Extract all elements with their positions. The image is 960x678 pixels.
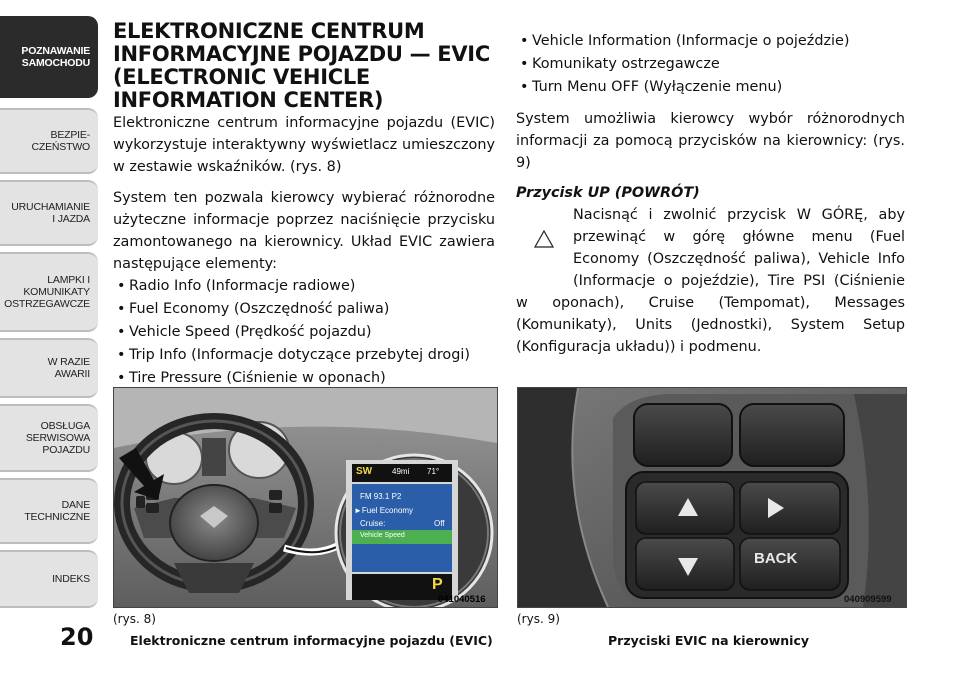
buttons-paragraph: System umożliwia kierowcy wybór różnorodnych informacji za pomocą przycisków na kierownicy: (rys. 9)	[516, 111, 905, 171]
left-column	[113, 20, 495, 390]
figure-caption: Przyciski EVIC na kierownicy	[608, 633, 810, 648]
display-menu-selected: ►Fuel Economy	[354, 506, 414, 515]
list-item: • Fuel Economy (Oszczędność paliwa)	[113, 298, 495, 321]
display-status-right: 71°	[427, 467, 440, 476]
tab-label-line: CZEŃSTWO	[31, 141, 90, 153]
figure-reference: (rys. 8)	[113, 612, 156, 626]
evic-elements-list-continued	[516, 30, 905, 99]
evic-elements-list	[113, 275, 495, 390]
tab-label-line: SAMOCHODU	[21, 57, 90, 69]
text-line: przewinąć w górę główne menu (Fuel	[573, 229, 905, 245]
heading-line: ELEKTRONICZNE CENTRUM	[113, 19, 425, 43]
right-button	[740, 482, 840, 534]
figure-evic-steering-buttons	[517, 387, 907, 608]
tab-label-line: KOMUNIKATY	[23, 286, 90, 298]
figure-caption: Elektroniczne centrum informacyjne pojazdu (EVIC)	[130, 633, 493, 648]
tab-label-line: POJAZDU	[42, 444, 90, 456]
display-status-mid: 49mi	[392, 467, 410, 476]
tab-label-line: TECHNICZNE	[24, 511, 90, 523]
heading-line: INFORMATION CENTER)	[113, 88, 384, 112]
tab-label-line: URUCHAMIANIE	[11, 201, 90, 213]
steering-buttons-illustration	[518, 388, 906, 607]
display-gear-indicator: P	[432, 576, 443, 593]
list-item: • Trip Info (Informacje dotyczące przebytej drogi)	[113, 344, 495, 367]
tab-indeks[interactable]	[0, 550, 98, 608]
display-menu-item: Vehicle Speed	[360, 532, 405, 539]
display-cruise-label: Cruise:	[360, 519, 386, 528]
tab-label-line: I JAZDA	[52, 213, 90, 225]
figure-code: 040909599	[844, 594, 892, 605]
heading-line: (ELECTRONIC VEHICLE	[113, 65, 370, 89]
text-line: (Informacje o pojeździe), Tire PSI (Ciśnienie	[573, 273, 905, 289]
tab-dane-techniczne[interactable]	[0, 478, 98, 544]
list-item: • Vehicle Speed (Prędkość pojazdu)	[113, 321, 495, 344]
tab-label-line: SERWISOWA	[25, 432, 90, 444]
tab-label-line: W RAZIE	[47, 356, 90, 368]
tab-label-line: POZNAWANIE	[21, 45, 90, 57]
up-button-description	[516, 204, 905, 292]
list-item: • Vehicle Information (Informacje o pojeździe)	[516, 30, 905, 53]
tab-label-line: INDEKS	[52, 573, 90, 585]
tab-label-line: OSTRZEGAWCZE	[4, 298, 90, 310]
section-heading	[113, 20, 495, 112]
list-item: • Komunikaty ostrzegawcze	[516, 53, 905, 76]
tab-label-line: BEZPIE-	[50, 129, 90, 141]
steering-wheel-illustration	[114, 388, 497, 607]
up-arrow-icon	[534, 230, 554, 248]
page-number: 20	[60, 623, 94, 651]
tab-bezpieczenstwo[interactable]	[0, 108, 98, 174]
tab-w-razie-awarii[interactable]	[0, 338, 98, 398]
figure-reference: (rys. 9)	[517, 612, 560, 626]
back-button-label: BACK	[754, 550, 798, 567]
display-status-left: SW	[356, 466, 373, 477]
tab-label-line: OBSŁUGA	[40, 420, 90, 432]
list-item: • Radio Info (Informacje radiowe)	[113, 275, 495, 298]
text-line: Nacisnąć i zwolnić przycisk W GÓRĘ, aby	[573, 207, 905, 223]
text-line: Economy (Oszczędność paliwa), Vehicle Info	[573, 251, 905, 267]
sidebar	[0, 0, 104, 678]
right-column	[516, 30, 905, 358]
tab-label-line: AWARII	[54, 368, 90, 380]
intro-paragraph: Elektroniczne centrum informacyjne pojazdu (EVIC) wykorzystuje interaktywny wyświetlacz umieszczony w zestawie wskaźników. (rys. 8)	[113, 115, 495, 175]
figure-evic-cluster	[113, 387, 498, 608]
description-paragraph: System ten pozwala kierowcy wybierać różnorodne użyteczne informacje poprzez naciśnięcie przycisku zamontowanego na kierownicy. Układ EVIC zawiera następujące elementy:	[113, 190, 495, 272]
tab-uruchamianie-i-jazda[interactable]	[0, 180, 98, 246]
up-button-subheading: Przycisk UP (POWRÓT)	[516, 185, 700, 201]
up-button-continuation: w oponach), Cruise (Tempomat), Messages (Komunikaty), Units (Jednostki), System Setup (Konfiguracja układu)) i podmenu.	[516, 295, 905, 355]
tab-obsluga-serwisowa[interactable]	[0, 404, 98, 472]
list-item: • Tire Pressure (Ciśnienie w oponach)	[113, 367, 495, 390]
display-cruise-value: Off	[434, 519, 445, 528]
tab-lampki-i-komunikaty[interactable]	[0, 252, 98, 332]
tab-label-line: DANE	[61, 499, 90, 511]
display-radio-line: FM 93.1 P2	[360, 492, 402, 501]
tab-poznawanie-samochodu[interactable]	[0, 16, 98, 98]
list-item: • Turn Menu OFF (Wyłączenie menu)	[516, 76, 905, 99]
heading-line: INFORMACYJNE POJAZDU — EVIC	[113, 42, 490, 66]
tab-label-line: LAMPKI I	[47, 274, 90, 286]
figure-code: 041040516	[438, 594, 486, 605]
